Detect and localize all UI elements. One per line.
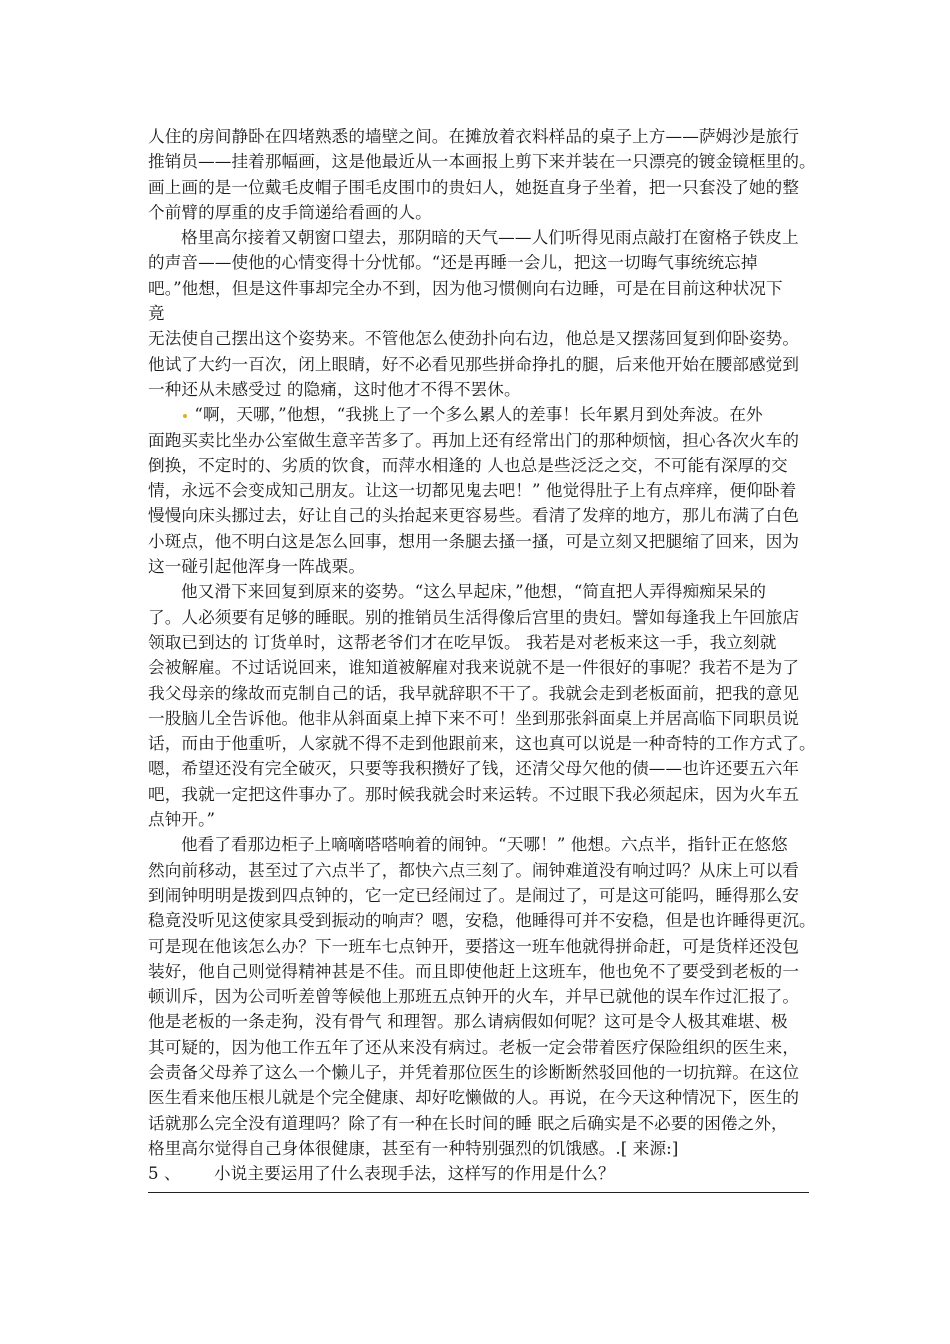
text-line: 了。人必须要有足够的睡眠。别的推销员生活得像后宫里的贵妇。譬如每逢我上午回旅店	[148, 607, 800, 627]
bullet-dot-icon	[183, 414, 187, 418]
text-line: 个前臂的厚重的皮手筒递给看画的人。	[148, 202, 432, 222]
answer-line	[148, 1192, 809, 1193]
text-line: 面跑买卖比坐办公室做生意辛苦多了。再加上还有经常出门的那种烦恼，担心各次火车的	[148, 430, 800, 450]
text-line: 推销员——挂着那幅画，这是他最近从一本画报上剪下来并装在一只漂亮的镀金镜框里的。	[148, 152, 816, 172]
text-line: 到闹钟明明是拨到四点钟的，它一定已经闹过了。是闹过了，可是这可能吗，睡得那么安	[148, 885, 800, 905]
paragraph-3	[148, 402, 813, 579]
text-line: 然向前移动，甚至过了六点半了，都快六点三刻了。闹钟难道没有响过吗？从床上可以看	[148, 860, 800, 880]
text-line: 话就那么完全没有道理吗？除了有一种在长时间的睡 眠之后确实是不必要的困倦之外，	[148, 1113, 788, 1133]
text-line: 的声音——使他的心情变得十分忧郁。“还是再睡一会儿，把这一切晦气事统统忘掉	[148, 253, 758, 273]
paragraph-1	[148, 124, 816, 225]
text-line: 格里高尔觉得自己身体很健康，甚至有一种特别强烈的饥饿感。.[ 来源:]	[148, 1138, 679, 1158]
text-line: 情，永远不会变成知己朋友。让这一切都见鬼去吧！” 他觉得肚子上有点痒痒，便仰卧着	[148, 481, 797, 501]
text-line: 格里高尔接着又朝窗口望去，那阴暗的天气——人们听得见雨点敲打在窗格子铁皮上	[181, 228, 799, 248]
text-line: 竟	[148, 304, 165, 324]
text-line: 小斑点，他不明白这是怎么回事，想用一条腿去搔一搔，可是立刻又把腿缩了回来，因为	[148, 531, 800, 551]
paragraph-4	[148, 579, 816, 832]
text-line: 他试了大约一百次，闭上眼睛，好不必看见那些拼命挣扎的腿，后来他开始在腰部感觉到	[148, 354, 800, 374]
question-number: 5 、	[148, 1164, 181, 1184]
text-line: 这一碰引起他浑身一阵战栗。	[148, 557, 366, 577]
paragraph-2	[148, 225, 813, 402]
text-line: 倒换，不定时的、劣质的饮食，而萍水相逢的 人也总是些泛泛之交，不可能有深厚的交	[148, 455, 788, 475]
text-line: 其可疑的，因为他工作五年了还从来没有病过。老板一定会带着医疗保险组织的医生来，	[148, 1037, 800, 1057]
text-line: 慢慢向床头挪过去，好让自己的头抬起来更容易些。看清了发痒的地方，那儿布满了白色	[148, 506, 800, 526]
text-line: 人住的房间静卧在四堵熟悉的墙壁之间。在摊放着衣料样品的桌子上方——萨姆沙是旅行	[148, 127, 800, 146]
text-line: 装好，他自己则觉得精神甚是不佳。而且即使他赶上这班车，他也免不了要受到老板的一	[148, 961, 800, 981]
text-line: 话，而由于他重听，人家就不得不走到他跟前来，这也真可以说是一种奇特的工作方式了。	[148, 734, 816, 754]
text-line: 他看了看那边柜子上嘀嘀嗒嗒响着的闹钟。“天哪！” 他想。六点半，指针正在悠悠	[181, 835, 788, 855]
text-line: 画上画的是一位戴毛皮帽子围毛皮围巾的贵妇人，她挺直身子坐着，把一只套没了她的整	[148, 177, 800, 197]
paragraph-5	[148, 832, 816, 1161]
text-line: 顿训斥，因为公司听差曾等候他上那班五点钟开的火车，并早已就他的误车作过汇报了。	[148, 987, 800, 1007]
text-line: 一股脑儿全告诉他。他非从斜面桌上掉下来不可！坐到那张斜面桌上并居高临下同职员说	[148, 708, 800, 728]
text-line	[148, 402, 813, 427]
text-line: 会责备父母养了这么一个懒儿子，并凭着那位医生的诊断断然驳回他的一切抗辩。在这位	[148, 1062, 800, 1082]
text-line: 稳竟没听见这使家具受到振动的响声？嗯，安稳，他睡得可并不安稳，但是也许睡得更沉。	[148, 911, 816, 931]
text-line: 无法使自己摆出这个姿势来。不管他怎么使劲扑向右边，他总是又摆荡回复到仰卧姿势。	[148, 329, 800, 349]
text-span: “啊，天哪，”他想，“我挑上了一个多么累人的差事！长年累月到处奔波。在外	[194, 405, 763, 425]
text-line: 领取已到达的 订货单时，这帮老爷们才在吃早饭。 我若是对老板来这一手，我立刻就	[148, 632, 777, 652]
question-text: 小说主要运用了什么表现手法，这样写的作用是什么？	[214, 1164, 615, 1184]
text-line: 嗯，希望还没有完全破灭，只要等我积攒好了钱，还清父母欠他的债——也许还要五六年	[148, 759, 800, 779]
text-line: 我父母亲的缘故而克制自己的话，我早就辞职不干了。我就会走到老板面前，把我的意见	[148, 683, 800, 703]
document-body	[148, 124, 816, 1186]
text-line: 一种还从未感受过 的隐痛，这时他才不得不罢休。	[148, 379, 521, 399]
text-line: 他又滑下来回复到原来的姿势。“这么早起床，”他想，“简直把人弄得痴痴呆呆的	[181, 582, 767, 602]
text-line: 可是现在他该怎么办？下一班车七点钟开，要搭这一班车他就得拼命赶，可是货样还没包	[148, 936, 800, 956]
text-line: 吧。”他想，但是这件事却完全办不到，因为他习惯侧向右边睡，可是在目前这种状况下	[148, 278, 783, 298]
text-line: 会被解雇。不过话说回来，谁知道被解雇对我来说就不是一件很好的事呢？我若不是为了	[148, 658, 800, 678]
text-line: 医生看来他压根儿就是个完全健康、却好吃懒做的人。再说，在今天这种情况下，医生的	[148, 1088, 800, 1108]
text-line: 他是老板的一条走狗，没有骨气 和理智。那么请病假如何呢？这可是令人极其难堪、极	[148, 1012, 788, 1032]
text-line: 吧，我就一定把这件事办了。那时候我就会时来运转。不过眼下我必须起床，因为火车五	[148, 784, 800, 804]
question-5	[148, 1161, 813, 1186]
text-line: 点钟开。”	[148, 810, 216, 830]
